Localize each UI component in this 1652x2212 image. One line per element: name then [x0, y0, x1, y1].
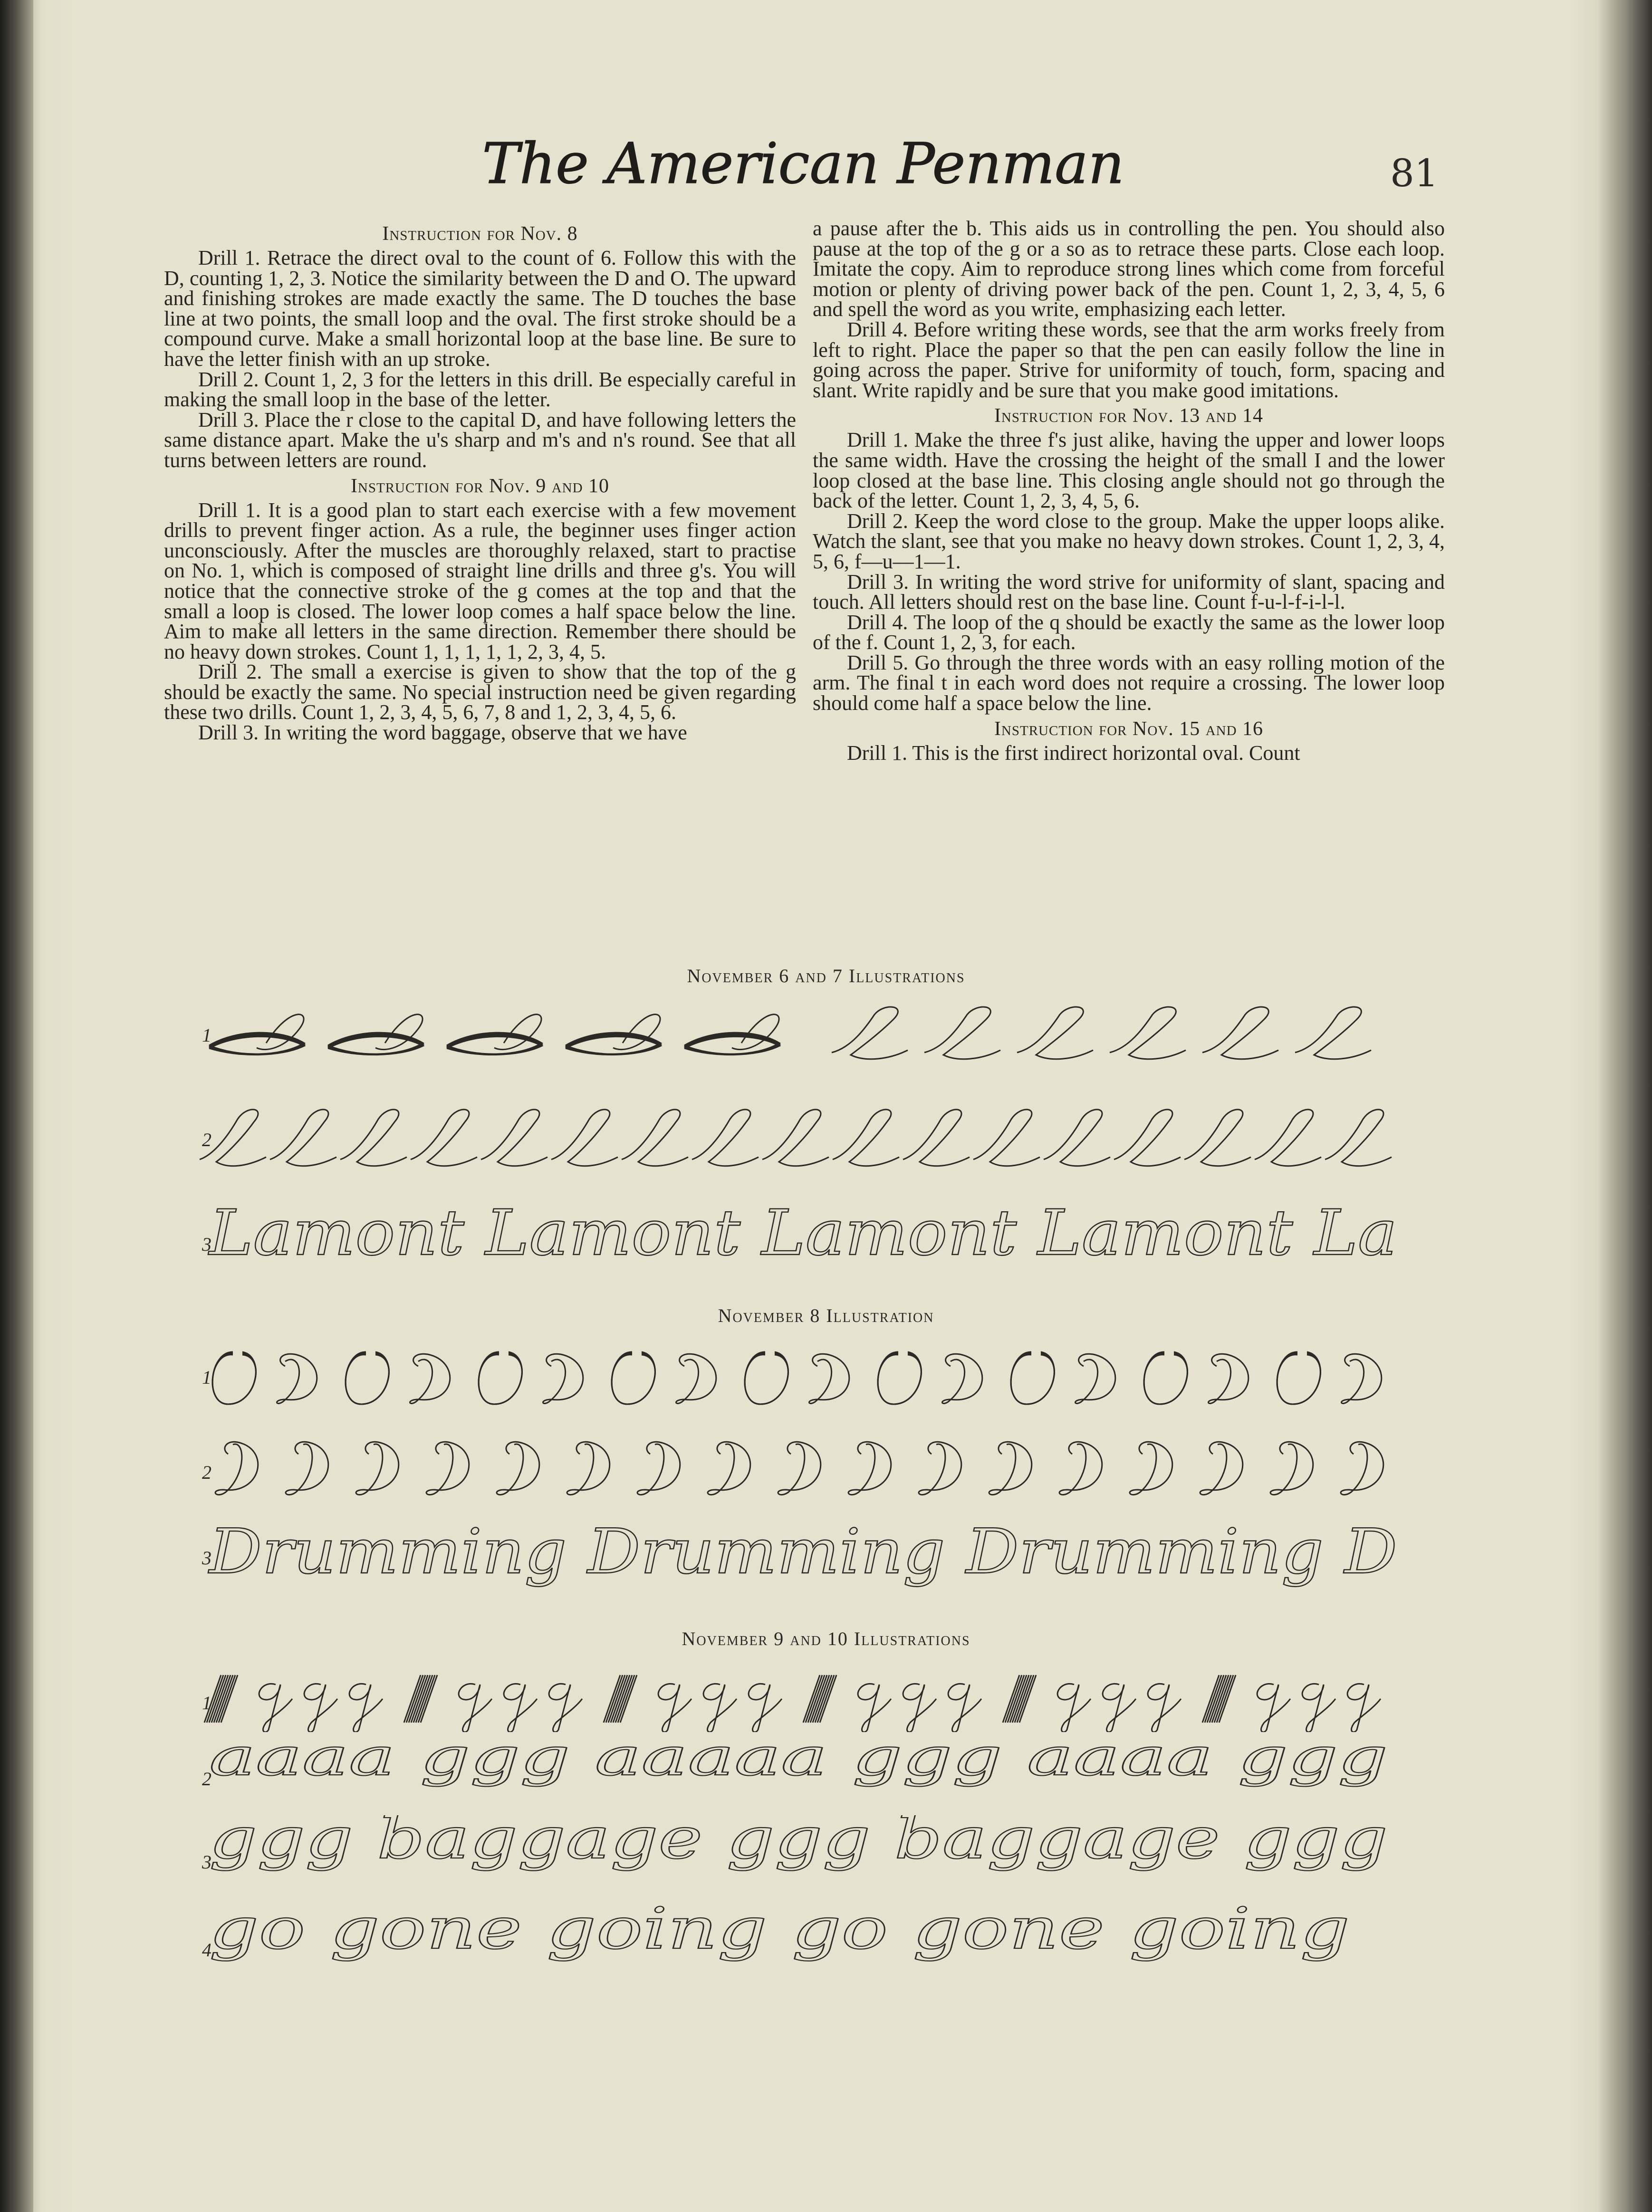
row-number: 2	[202, 1768, 211, 1790]
letter-l	[270, 1110, 336, 1166]
straight-line-drill	[214, 1675, 231, 1723]
row-number: 1	[202, 1025, 211, 1046]
loop-drill-row-1	[190, 1000, 1407, 1067]
oval-drill	[745, 1355, 788, 1404]
row-number: 1	[202, 1692, 211, 1714]
letter-g	[858, 1684, 891, 1732]
letter-d	[497, 1442, 539, 1494]
paragraph: Drill 4. The loop of the q should be exactly the same as the lower loop of the f. Count 1, 2, 3, for each.	[813, 610, 1445, 654]
letter-g	[1302, 1684, 1335, 1732]
letter-l	[903, 1110, 970, 1166]
letter-g	[459, 1684, 492, 1732]
letter-d	[989, 1442, 1032, 1494]
letter-d	[637, 1442, 680, 1494]
nov9-10-caption: November 9 and 10 Illustrations	[682, 1628, 970, 1649]
letter-g	[1257, 1684, 1290, 1732]
lamont-row-3	[190, 1188, 1407, 1278]
letter-l	[1325, 1110, 1392, 1166]
baggage-row-3	[190, 1815, 1407, 1886]
straight-line-drill	[1210, 1675, 1226, 1723]
letter-l	[411, 1110, 477, 1166]
nov6-7-caption: November 6 and 7 Illustrations	[687, 965, 965, 986]
d-drill-row-2	[190, 1430, 1407, 1506]
letter-g	[749, 1684, 782, 1732]
letter-d	[215, 1442, 258, 1494]
letter-l	[551, 1110, 618, 1166]
row-number: 3	[202, 1547, 211, 1569]
straight-line-drill	[413, 1675, 430, 1723]
letter-g	[658, 1684, 692, 1732]
letter-d	[567, 1442, 610, 1494]
paragraph: Drill 4. Before writing these words, see that the arm works freely from left to right. Place the paper so that the pen can easily follow the line in going across the paper. Strive for uniformity of touch, form, spacing and slant. Write rapidly and be sure that you make good imitations.	[813, 317, 1445, 402]
letter-d	[1341, 1442, 1383, 1494]
oval-drill	[1011, 1355, 1054, 1404]
page-number: 81	[1390, 151, 1439, 195]
paragraph: Drill 2. Keep the word close to the group. Make the upper loops alike. Watch the slant, see that you make no heavy down strokes. Count 1, 2, 3, 4, 5, 6, f—u—1—1.	[813, 509, 1445, 573]
letter-g	[1103, 1684, 1136, 1732]
letter-g	[1057, 1684, 1091, 1732]
row-number: 3	[202, 1851, 211, 1873]
straight-line-drill	[813, 1675, 829, 1723]
loop-drill	[257, 1015, 304, 1050]
straight-line-drill	[613, 1675, 630, 1723]
letter-l	[832, 1007, 908, 1059]
letter-d	[356, 1442, 399, 1494]
letter-l	[340, 1110, 407, 1166]
letter-d	[848, 1442, 891, 1494]
letter-l	[1255, 1110, 1321, 1166]
letter-l	[200, 1110, 266, 1166]
letter-d	[1209, 1354, 1249, 1403]
letter-d	[1200, 1442, 1243, 1494]
oval-drill	[878, 1355, 921, 1404]
g-drill-row-1	[190, 1670, 1407, 1732]
drumming-row-3	[190, 1511, 1407, 1597]
straight-line-drill	[810, 1675, 827, 1723]
letter-d	[778, 1442, 821, 1494]
letter-d	[426, 1442, 469, 1494]
left-column	[164, 219, 796, 743]
letter-d	[543, 1354, 583, 1403]
letter-l	[1114, 1110, 1181, 1166]
letter-d	[410, 1354, 450, 1403]
oval-drill	[212, 1355, 256, 1404]
straight-line-drill	[1212, 1675, 1229, 1723]
letter-g	[259, 1684, 292, 1732]
letter-l	[973, 1110, 1040, 1166]
letter-d	[1342, 1354, 1382, 1403]
letter-d	[676, 1354, 716, 1403]
paragraph: Drill 1. Retrace the direct oval to the count of 6. Follow this with the D, counting 1, 2, 3. Notice the similarity between the D and O. The upward and finishing strokes are made exactly the same. The D touches the base line at two points, the small loop and the oval. The first stroke should be a compound curve. Make a small horizontal loop at the base line. Be sure to have the letter finish with an up stroke.	[164, 246, 796, 371]
letter-d	[809, 1354, 849, 1403]
loop-drill	[375, 1015, 423, 1050]
letter-l	[1017, 1007, 1093, 1059]
straight-line-drill	[1010, 1675, 1027, 1723]
row-number: 1	[202, 1367, 211, 1388]
letter-d	[708, 1442, 750, 1494]
letter-l	[622, 1110, 688, 1166]
letter-l	[1184, 1110, 1251, 1166]
oval-drill	[1277, 1355, 1320, 1404]
section-heading: Instruction for Nov. 15 and 16	[994, 718, 1264, 740]
letter-l	[1295, 1007, 1371, 1059]
paragraph: Drill 1. This is the first indirect horizontal oval. Count	[847, 741, 1300, 765]
paragraph: Drill 1. Make the three f's just alike, having the upper and lower loops the same width. Have the crossing the height of the small I and the lower loop closed at the base line. This closing angle should not go through the back of the letter. Count 1, 2, 3, 4, 5, 6.	[813, 428, 1445, 513]
paragraph: Drill 2. The small a exercise is given to show that the top of the g should be exactly the same. No special instruction need be given regarding these two drills. Count 1, 2, 3, 4, 5, 6, 7, 8 and 1, 2, 3, 4, 5, 6.	[164, 660, 796, 724]
letter-g	[703, 1684, 737, 1732]
row-number: 2	[202, 1462, 211, 1483]
paragraph: Drill 2. Count 1, 2, 3 for the letters in this drill. Be especially careful in making the small loop in the base of the letter.	[164, 367, 796, 412]
letter-g	[1347, 1684, 1381, 1732]
paragraph: a pause after the b. This aids us in controlling the pen. You should also pause at the top of the g or a so as to retrace these parts. Close each loop. Imitate the copy. Aim to reproduce strong lines which come from forceful motion or plenty of driving power back of the pen. Count 1, 2, 3, 4, 5, 6 and spell the word as you write, emphasizing each letter.	[813, 217, 1445, 321]
oval-drill	[612, 1355, 655, 1404]
letter-g	[504, 1684, 537, 1732]
oval-d-row-1	[190, 1333, 1407, 1418]
letter-l	[833, 1110, 899, 1166]
letter-g	[1148, 1684, 1181, 1732]
straight-line-drill	[211, 1675, 228, 1723]
letter-d	[1059, 1442, 1102, 1494]
loop-drill	[732, 1015, 779, 1050]
oval-drill	[479, 1355, 522, 1404]
letter-g	[948, 1684, 981, 1732]
oval-drill	[346, 1355, 389, 1404]
straight-line-drill	[611, 1675, 627, 1723]
letter-d	[919, 1442, 961, 1494]
letter-l	[1044, 1110, 1110, 1166]
script-text: Lamont Lamont Lamont Lamont La	[208, 1197, 1398, 1270]
masthead-title: The American Penman	[482, 131, 1124, 196]
letter-d	[1270, 1442, 1313, 1494]
letter-l	[692, 1110, 759, 1166]
straight-line-drill	[411, 1675, 428, 1723]
masthead	[447, 121, 1160, 211]
section-heading: Instruction for Nov. 9 and 10	[350, 475, 610, 497]
letter-g	[349, 1684, 383, 1732]
script-text: aaaa ggg aaaaa ggg aaaa ggg	[209, 1742, 1388, 1787]
loop-drill	[494, 1015, 541, 1050]
letter-d	[277, 1354, 317, 1403]
straight-line-drill	[1012, 1675, 1029, 1723]
paragraph: Drill 5. Go through the three words with an easy rolling motion of the arm. The final t in each word does not require a crossing. The lower loop should come half a space below the line.	[813, 651, 1445, 715]
a-g-row-2	[190, 1742, 1407, 1803]
script-text: go gone going go gone going	[209, 1901, 1350, 1962]
letter-l	[481, 1110, 547, 1166]
right-column	[813, 219, 1445, 763]
paragraph: Drill 3. In writing the word strive for uniformity of slant, spacing and touch. All letters should rest on the base line. Count f-u-l-f-i-l-l.	[813, 570, 1445, 614]
nov8-caption: November 8 Illustration	[718, 1305, 934, 1326]
l-drill-row-2	[190, 1102, 1407, 1174]
book-gutter	[0, 0, 33, 2212]
going-row-4	[190, 1901, 1407, 1972]
letter-l	[1110, 1007, 1186, 1059]
paragraph: Drill 1. It is a good plan to start each exercise with a few movement drills to prevent finger action. As a rule, the beginner uses finger action unconsciously. After the muscles are thoroughly relaxed, start to practise on No. 1, which is composed of straight line drills and three g's. You will notice that the connective stroke of the g comes at the top and that the small a loop is closed. The lower loop comes a half space below the line. Aim to make all letters in the same direction. Remember there should be no heavy down strokes. Count 1, 1, 1, 1, 1, 2, 3, 4, 5.	[164, 498, 796, 663]
letter-d	[1076, 1354, 1115, 1403]
paragraph: Drill 3. Place the r close to the capital D, and have following letters the same distance apart. Make the u's sharp and m's and n's round. See that all turns between letters are round.	[164, 408, 796, 472]
section-heading: Instruction for Nov. 8	[382, 223, 578, 245]
paragraph: Drill 3. In writing the word baggage, observe that we have	[198, 721, 687, 745]
letter-g	[304, 1684, 337, 1732]
letter-g	[903, 1684, 936, 1732]
letter-l	[762, 1110, 829, 1166]
oval-drill	[1144, 1355, 1187, 1404]
letter-d	[942, 1354, 982, 1403]
letter-g	[549, 1684, 582, 1732]
row-number: 3	[202, 1234, 211, 1255]
row-number: 4	[202, 1939, 211, 1961]
letter-d	[286, 1442, 328, 1494]
script-text: ggg baggage ggg baggage ggg	[209, 1815, 1388, 1872]
letter-l	[924, 1007, 1000, 1059]
row-number: 2	[202, 1129, 211, 1150]
letter-d	[1130, 1442, 1172, 1494]
loop-drill	[613, 1015, 660, 1050]
script-text: Drumming Drumming Drumming D	[208, 1515, 1397, 1588]
letter-l	[1202, 1007, 1278, 1059]
section-heading: Instruction for Nov. 13 and 14	[994, 405, 1264, 427]
